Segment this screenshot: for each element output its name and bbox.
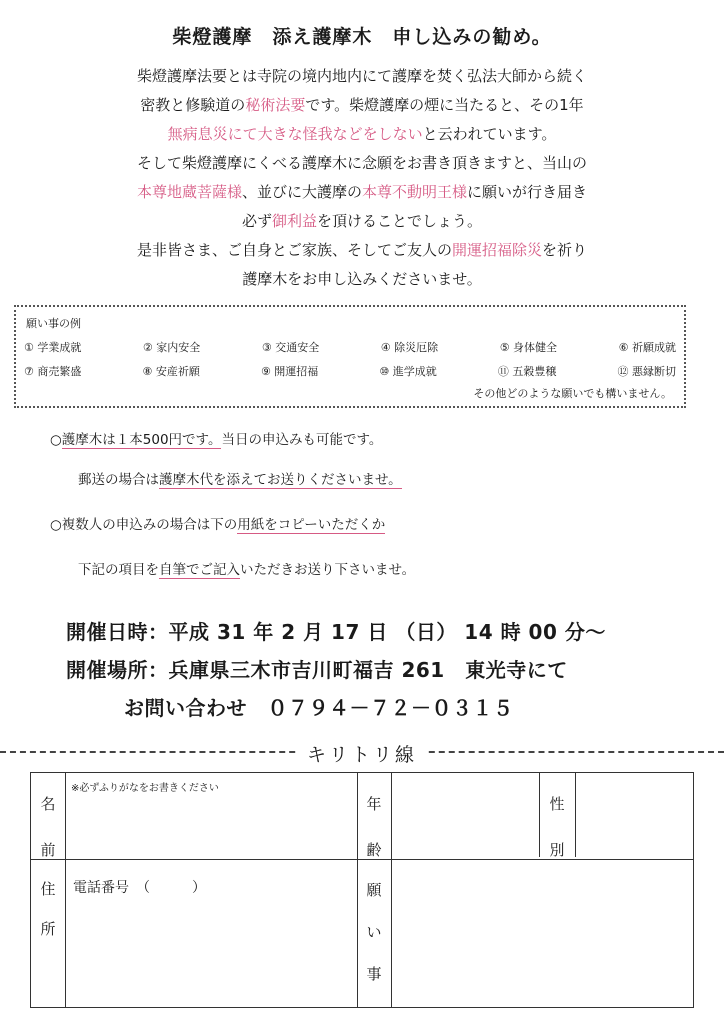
form-divider <box>391 773 392 1007</box>
wish-example: ⑫ 悪縁断切 <box>617 365 676 378</box>
form-divider <box>575 773 576 857</box>
wish-examples-row-1 <box>24 339 676 355</box>
intro-line-7: 是非皆さま、ご自身とご家族、そしてご友人の開運招福除災を祈り <box>136 241 588 259</box>
event-date: 開催日時：平成 31 年 2 月 17 日 （日） 14 時 00 分～ <box>66 620 606 644</box>
phone-label: 電話番号 （ ） <box>73 880 206 896</box>
intro-line-6: 必ず御利益を頂けることでしょう。 <box>241 212 483 230</box>
wish-examples-box <box>14 305 686 408</box>
note-handwrite: 下記の項目を自筆でご記入いただきお送り下さいませ。 <box>78 562 416 578</box>
cut-line-label: キリトリ線 <box>297 740 427 767</box>
wish-example: ① 学業成就 <box>24 341 82 354</box>
wish-label: 願 い 事 <box>366 881 382 983</box>
event-contact: お問い合わせ ０７９４－７２－０３１５ <box>124 696 514 720</box>
intro-line-5: 本尊地蔵菩薩様、並びに大護摩の本尊不動明王様に願いが行き届き <box>136 183 588 201</box>
intro-line-3: 無病息災にて大きな怪我などをしないと云われています。 <box>167 125 557 143</box>
form-divider <box>65 773 66 1007</box>
age-label: 年 齢 <box>366 795 382 859</box>
note-multiple: ○複数人の申込みの場合は下の用紙をコピーいただくか <box>50 517 386 533</box>
wish-example: ② 家内安全 <box>142 341 201 354</box>
intro-line-2: 密教と修験道の秘術法要です。柴燈護摩の煙に当たると、その1年 <box>140 96 584 114</box>
wish-example: ⑦ 商売繁盛 <box>24 365 82 378</box>
form-divider <box>539 773 540 857</box>
application-form <box>30 772 694 1008</box>
address-label: 住 所 <box>40 880 56 938</box>
wish-examples-note: その他どのような願いでも構いません。 <box>473 387 672 400</box>
wish-example: ⑤ 身体健全 <box>499 341 558 354</box>
wish-examples-row-2 <box>24 363 676 379</box>
intro-line-8: 護摩木をお申し込みくださいませ。 <box>242 270 482 288</box>
wish-example: ⑪ 五穀豊穣 <box>497 365 557 378</box>
wish-example: ⑨ 開運招福 <box>260 365 319 378</box>
intro-line-1: 柴燈護摩法要とは寺院の境内地内にて護摩を焚く弘法大師から続く <box>136 67 587 85</box>
intro-line-4: そして柴燈護摩にくべる護摩木に念願をお書き頂きますと、当山の <box>136 154 587 172</box>
wish-example: ③ 交通安全 <box>261 341 320 354</box>
note-price: ○護摩木は１本500円です。当日の申込みも可能です。 <box>50 432 383 448</box>
page-title: 柴燈護摩 添え護摩木 申し込みの勧め。 <box>172 26 552 48</box>
sex-label: 性 別 <box>549 795 565 859</box>
wish-example: ⑩ 進学成就 <box>379 365 437 378</box>
wish-example: ④ 除災厄除 <box>380 341 439 354</box>
cut-line <box>0 740 724 766</box>
wish-example: ⑥ 祈願成就 <box>618 341 676 354</box>
wish-examples-title: 願い事の例 <box>26 317 81 330</box>
note-mail: 郵送の場合は護摩木代を添えてお送りくださいませ。 <box>78 472 402 488</box>
intro-text <box>40 62 684 294</box>
event-place: 開催場所：兵庫県三木市吉川町福吉 261 東光寺にて <box>66 658 568 682</box>
furigana-note: ※必ずふりがなをお書きください <box>71 783 219 794</box>
form-divider <box>357 773 358 1007</box>
form-divider <box>31 859 693 860</box>
name-label: 名 前 <box>40 795 56 859</box>
wish-example: ⑧ 安産祈願 <box>142 365 200 378</box>
